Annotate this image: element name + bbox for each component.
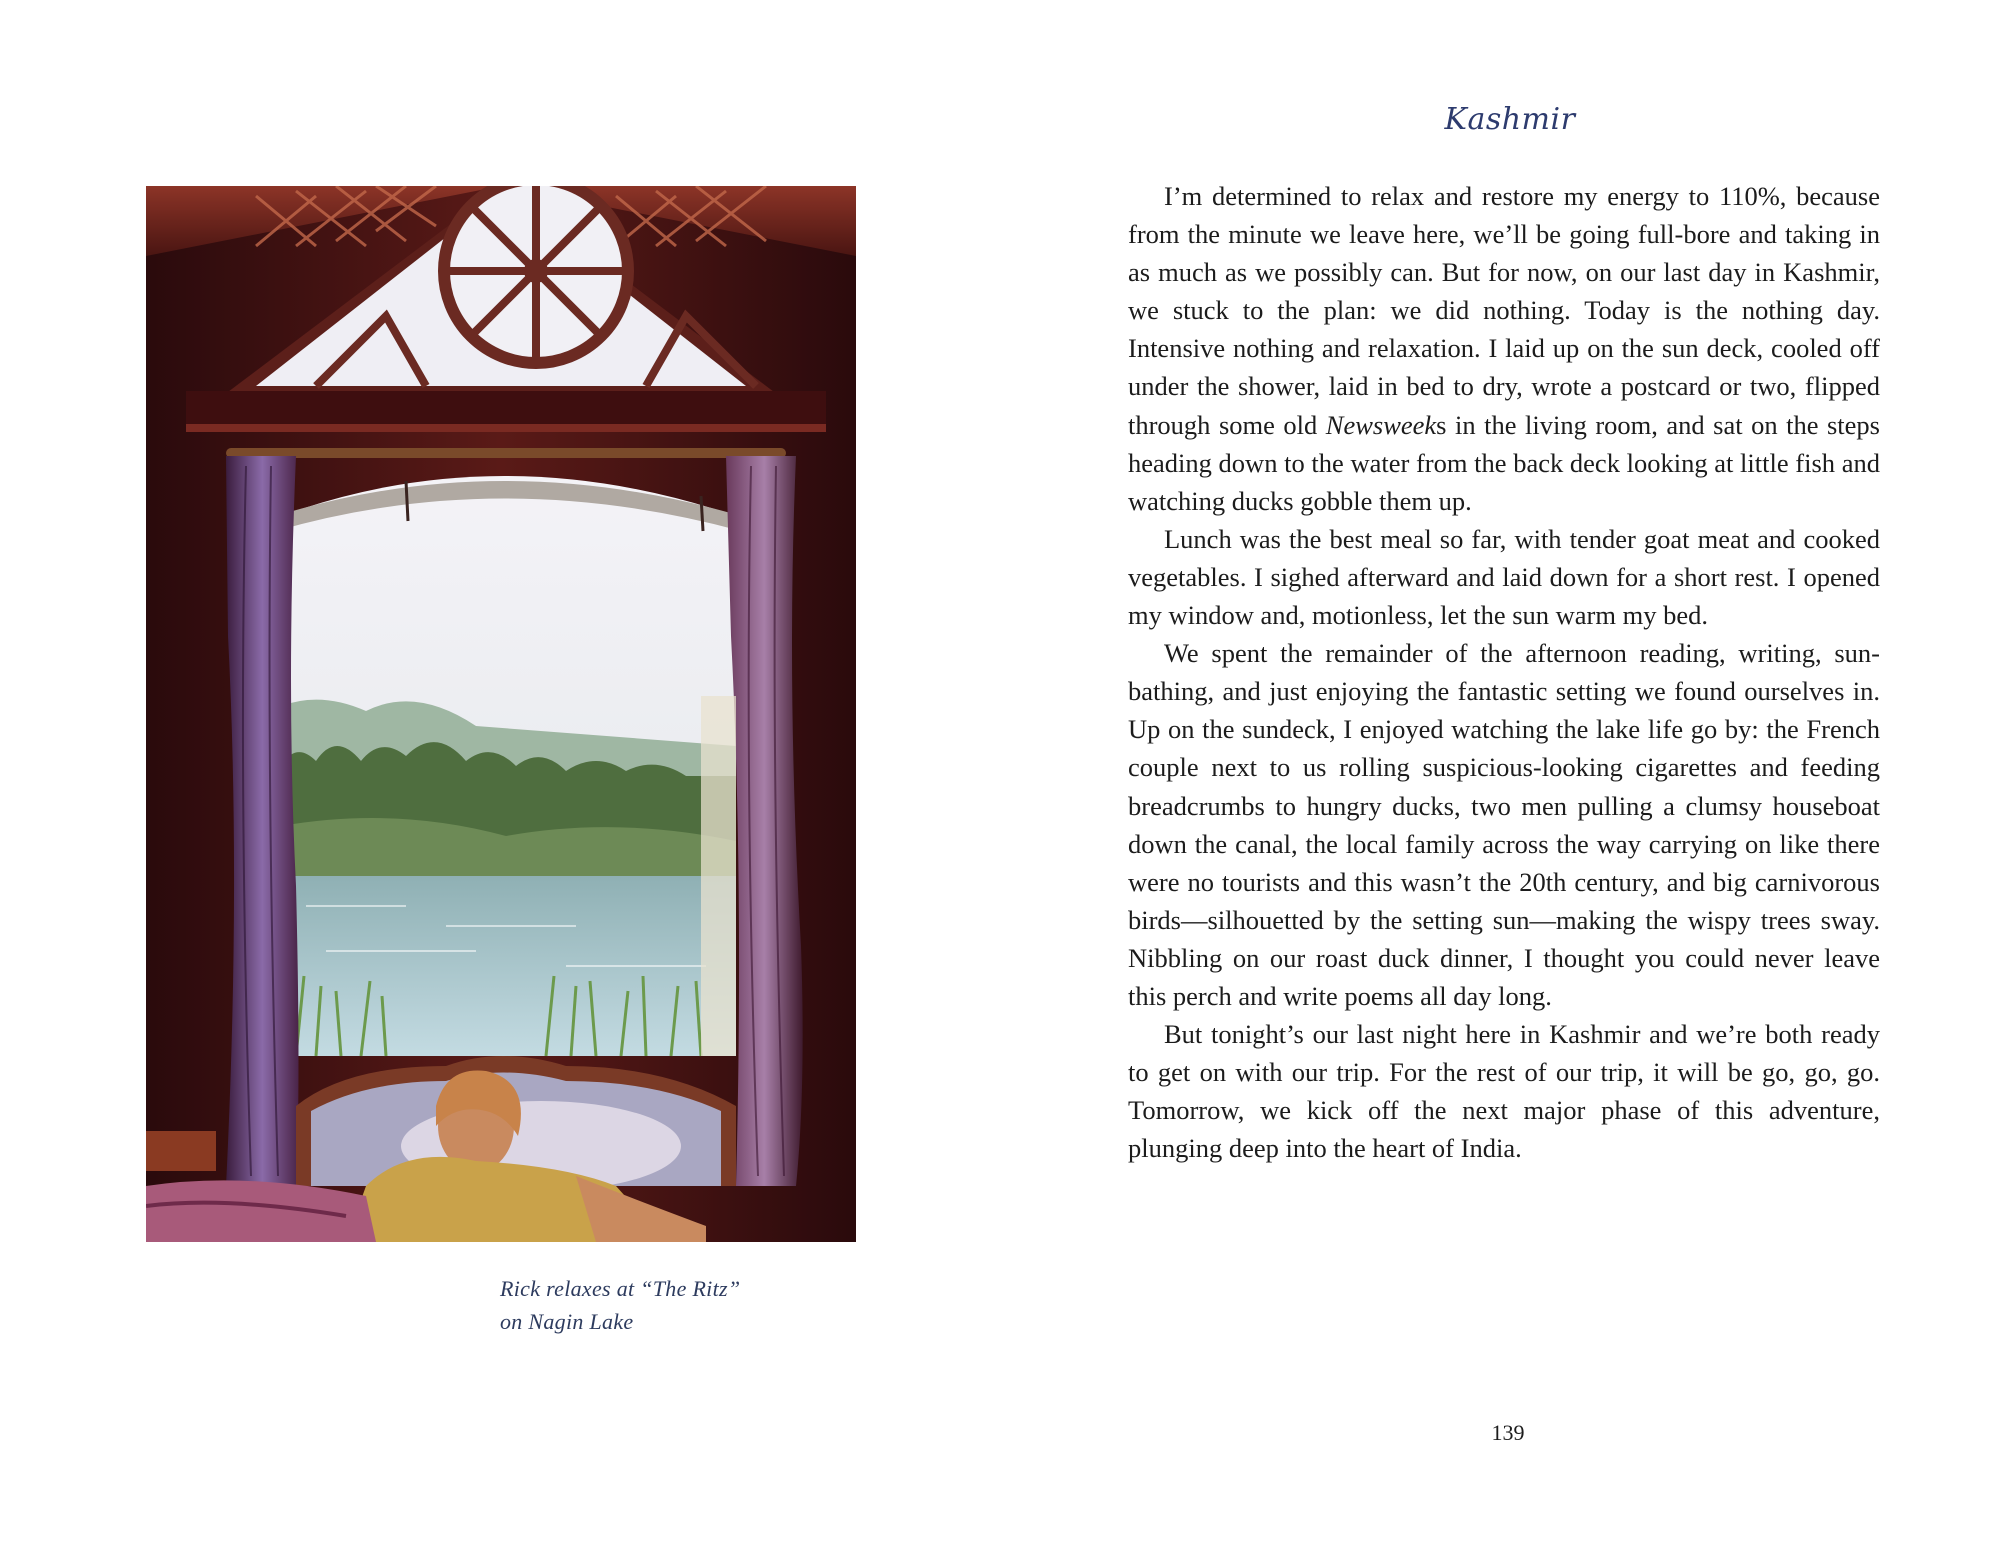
paragraph (1128, 634, 1880, 1015)
magazine-title: Newsweek (1325, 409, 1437, 440)
man-resting-on-bed-by-window-over-lake-icon (146, 186, 856, 1242)
paragraph (1128, 520, 1880, 634)
caption-line-1: Rick relaxes at “The Ritz” (500, 1276, 741, 1301)
photo-caption (500, 1272, 860, 1338)
paragraph-text: But tonight’s our last night here in Kashmir and we’re both ready to get on with our trip. For the rest of our trip, it will be go, go, go. Tomorrow, we kick off the next major phase of this adventure, plunging deep into the heart of India. (1128, 1019, 1880, 1164)
paragraph (1128, 177, 1880, 520)
body-text (1128, 177, 1880, 1167)
paragraph-text: I’m determined to relax and restore my energy to 110%, because from the minute we leave here, we’ll be going full-bore and taking in as much as we possibly can. But for now, on our last day in Kashmir, we stuck to the plan: we did nothing. Today is the nothing day. Intensive nothing and relaxation. I laid up on the sun deck, cooled off under the shower, laid in bed to dry, wrote a postcard or two, flipped through some old (1128, 181, 1880, 440)
paragraph (1128, 1015, 1880, 1167)
paragraph-text: Lunch was the best meal so far, with tender goat meat and cooked vegetables. I sighed afterward and laid down for a short rest. I opened my window and, motionless, let the sun warm my bed. (1128, 523, 1880, 631)
paragraph-text: We spent the remainder of the afternoon reading, writing, sunbathing, and just enjoying the fantastic setting we found ourselves in. Up on the sundeck, I enjoyed watching the lake life go by: the French couple next to us rolling suspicious-looking cigarettes and feeding breadcrumbs to hungry ducks, two men pulling a clumsy houseboat down the canal, the local family across the way carrying on like there were no tourists and this wasn’t the 20th century, and big carnivorous birds—silhouetted by the setting sun—making the wispy trees sway. Nibbling on our roast duck dinner, I thought you could never leave this perch and write poems all day long. (1128, 638, 1880, 1011)
page-number: 139 (1491, 1420, 1525, 1445)
houseboat-window-photo (146, 186, 856, 1242)
caption-line-2: on Nagin Lake (500, 1309, 634, 1334)
running-head: Kashmir (1444, 102, 1576, 137)
paragraph-text: s in the living room, and sat on the steps heading down to the water from the back deck looking at little fish and watching ducks gobble them up. (1128, 409, 1880, 516)
